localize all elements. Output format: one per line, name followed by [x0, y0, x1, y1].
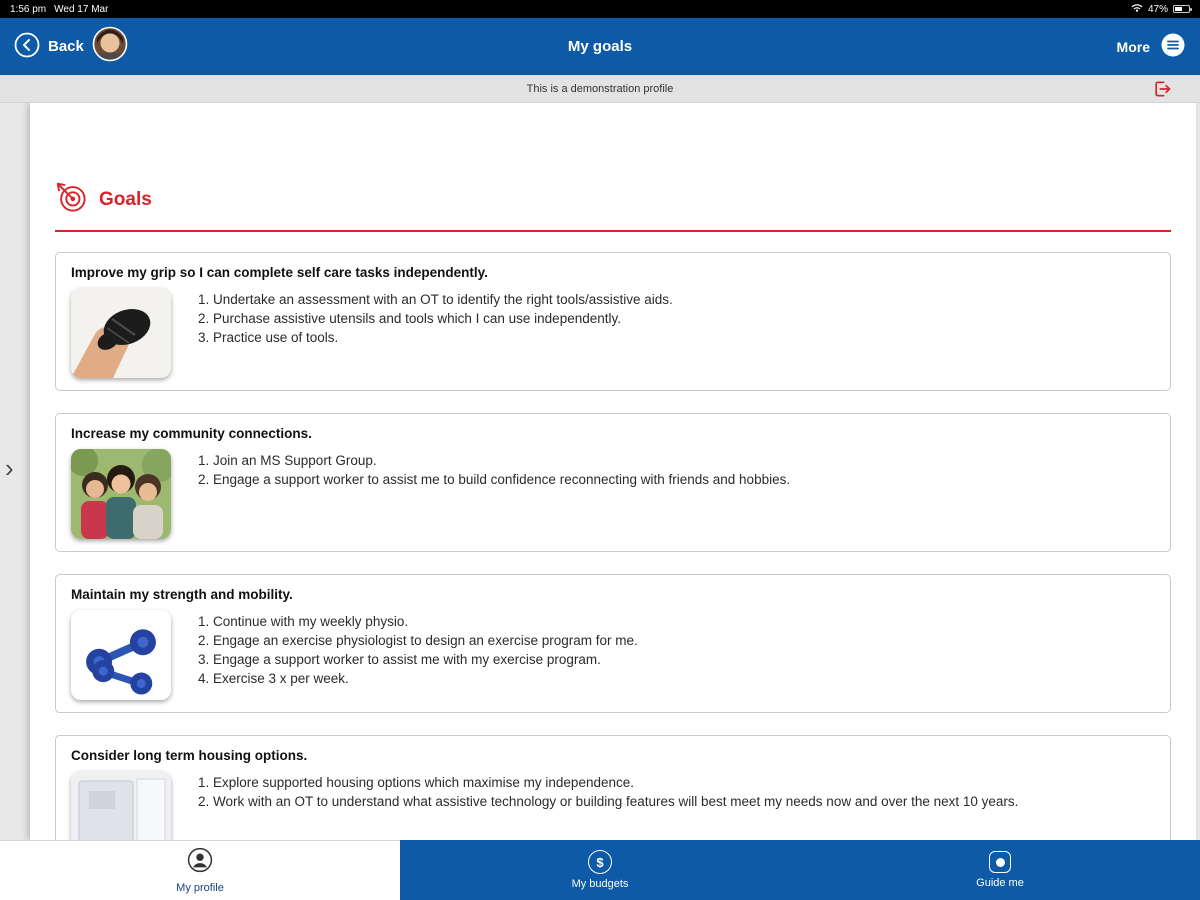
nav-bar — [0, 18, 1200, 75]
status-date: Wed 17 Mar — [54, 3, 109, 15]
goal-body — [71, 449, 1155, 539]
tab-label: My budgets — [571, 878, 629, 890]
housing-photo — [71, 771, 171, 840]
wifi-icon — [1131, 3, 1143, 15]
goal-title: Improve my grip so I can complete self care tasks independently. — [71, 265, 488, 280]
goal-step: 2. Work with an OT to understand what assistive technology or building features will best meet my needs now and over the next 10 years. — [213, 792, 1018, 811]
goal-step: 1. Join an MS Support Group. — [213, 451, 790, 470]
status-bar — [0, 0, 1200, 18]
goals-list — [55, 252, 1171, 840]
goal-body — [71, 288, 1155, 378]
battery-percent: 47% — [1147, 3, 1168, 15]
more-label[interactable]: More — [1116, 38, 1150, 55]
goal-card-2[interactable] — [55, 413, 1171, 552]
goal-steps — [185, 288, 673, 378]
avatar[interactable] — [92, 26, 128, 67]
section-divider — [55, 230, 1171, 232]
goals-header — [55, 181, 1171, 218]
exit-demo-button[interactable] — [1152, 79, 1172, 104]
goal-step: 1. Undertake an assessment with an OT to identify the right tools/assistive aids. — [213, 290, 673, 309]
goal-body — [71, 771, 1155, 840]
chevron-right-icon: › — [5, 453, 14, 483]
guide-icon — [989, 851, 1011, 873]
demo-banner — [0, 75, 1200, 103]
tab-guide-me[interactable] — [800, 840, 1200, 900]
goal-card-1[interactable] — [55, 252, 1171, 391]
content-area — [0, 103, 1200, 840]
goal-card-4[interactable] — [55, 735, 1171, 840]
tab-my-budgets[interactable] — [400, 840, 800, 900]
tab-label: Guide me — [976, 877, 1024, 889]
tab-label: My profile — [176, 882, 224, 894]
goal-step: 1. Explore supported housing options which maximise my independence. — [213, 773, 1018, 792]
bottom-tab-bar — [0, 840, 1200, 900]
goal-title: Maintain my strength and mobility. — [71, 587, 293, 602]
goal-step: 4. Exercise 3 x per week. — [213, 669, 638, 688]
person-icon — [187, 847, 213, 878]
side-panel-handle[interactable] — [0, 103, 30, 840]
goal-step: 2. Purchase assistive utensils and tools which I can use independently. — [213, 309, 673, 328]
goal-step: 3. Engage a support worker to assist me with my exercise program. — [213, 650, 638, 669]
menu-icon — [1160, 32, 1186, 61]
goal-steps — [185, 449, 790, 539]
demo-banner-text: This is a demonstration profile — [526, 82, 674, 95]
dumbbells-photo — [71, 610, 171, 700]
target-icon — [55, 181, 87, 218]
dollar-icon: $ — [588, 850, 612, 874]
more-menu-button[interactable] — [1160, 32, 1186, 61]
goal-step: 1. Continue with my weekly physio. — [213, 612, 638, 631]
goal-step: 2. Engage an exercise physiologist to design an exercise program for me. — [213, 631, 638, 650]
battery-icon — [1173, 5, 1190, 13]
tab-bar-blue-section — [400, 840, 1200, 900]
back-label[interactable]: Back — [48, 38, 84, 55]
goal-card-3[interactable] — [55, 574, 1171, 713]
friends-photo — [71, 449, 171, 539]
page-title: My goals — [567, 38, 633, 55]
status-time: 1:56 pm — [10, 3, 47, 15]
back-button[interactable] — [14, 32, 40, 61]
goal-step: 2. Engage a support worker to assist me to build confidence reconnecting with friends and hobbies. — [213, 470, 790, 489]
goal-title: Increase my community connections. — [71, 426, 312, 441]
goal-step: 3. Practice use of tools. — [213, 328, 673, 347]
goal-steps — [185, 610, 638, 700]
goal-title: Consider long term housing options. — [71, 748, 308, 763]
back-arrow-icon — [14, 32, 40, 61]
goals-panel — [30, 103, 1196, 840]
goal-body — [71, 610, 1155, 700]
goals-heading: Goals — [99, 188, 152, 210]
goal-steps — [185, 771, 1018, 840]
tab-my-profile[interactable] — [0, 840, 400, 900]
hand-splint-photo — [71, 288, 171, 378]
